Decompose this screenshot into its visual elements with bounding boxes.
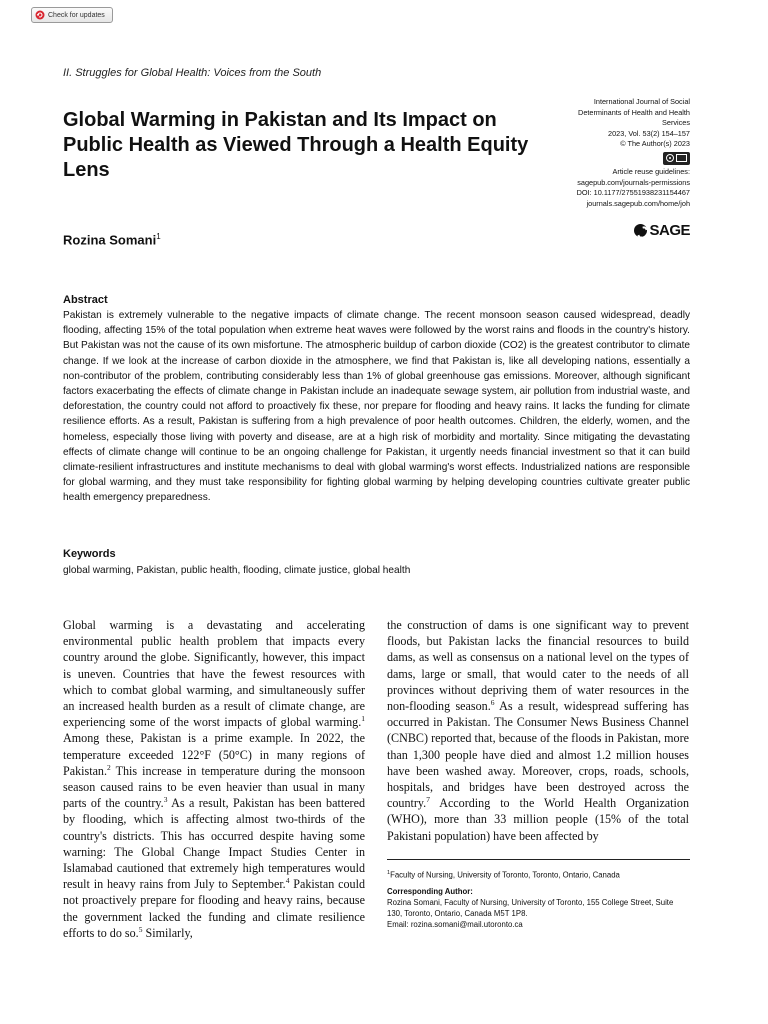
body-text: the construction of dams is one significant way to prevent floods, but Pakistan lacks the financial resources to build dams, as well as consensus on a national level on the types of dams, large or small, that would cater to the needs of all provinces without depriving them of water resources in the non-flooding season. (387, 618, 689, 714)
author-name: Rozina Somani (63, 232, 157, 248)
sage-logo (634, 222, 690, 239)
body-text: Similarly, (142, 925, 193, 940)
copyright: © The Author(s) 2023 (620, 139, 690, 149)
body-text: Among these, Pakistan is a prime example. In 2022, the temperature exceeded 122°F (50°C) in many regions of Pakistan. (63, 731, 365, 778)
citation-mark[interactable]: 1 (361, 714, 365, 724)
check-for-updates-label: Check for updates (48, 11, 105, 19)
refresh-icon (35, 10, 45, 20)
volume-info: 2023, Vol. 53(2) 154–157 (608, 128, 690, 138)
reuse-guidelines: Article reuse guidelines: (612, 166, 690, 176)
creative-commons-icon (663, 152, 690, 165)
author (63, 232, 161, 247)
body-text: Global warming is a devastating and accelerating environmental public health problem that impacts every country around the globe. Significantly, however, this impact is uneven. Countries that have the fewest resources with which to combat global warming, and simultaneously suffer an increased health burden as a result of climate change, are experiencing some of the worst impacts of global warming. (63, 618, 365, 730)
keywords-text: global warming, Pakistan, public health, flooding, climate justice, global health (63, 565, 411, 576)
sage-logo-icon (634, 224, 647, 237)
check-for-updates-button[interactable] (31, 7, 113, 23)
citation-mark[interactable]: 4 (285, 876, 290, 886)
body-text: As a result, Pakistan has been battered by flooding, which is affecting almost two-thirds of the country's districts. This has occurred despite having some warning: The Global Change Impact Studies Center in Islamabad cautioned that extremely high temperatures would result in heavy rains from July to September. (63, 796, 366, 892)
doi[interactable]: DOI: 10.1177/27551938231154467 (576, 188, 690, 198)
abstract-text: Pakistan is extremely vulnerable to the negative impacts of climate change. The recent monsoon season caused widespread, deadly flooding, affecting 15% of the total population when extreme heat waves were followed by the worst rains and floods in the country's history. But Pakistan was not the cause of its own misfortune. The atmospheric buildup of carbon dioxide (CO2) is the greatest contributor to climate change. If we look at the increase of carbon dioxide in the atmosphere, we find that Pakistan is, like all developing nations, essentially a non-contributor of the problem, contributing considerably less than 1% of global greenhouse gas emissions. Moreover, although significant factors exacerbating the effects of climate change in Pakistan include an inadequate sewage system, air pollution from industrial waste, and deforestation, the country could not afford to proactively fix these, nor prepare for flooding and heavy rains. It lacks the funding for climate resilience efforts. As a result, Pakistan is suffering from a high prevalence of poor health outcomes. Children, the elderly, women, and the homeless, especially those living with poverty and disease, are at a high risk of morbidity and mortality. Since mitigating the devastating effects of climate change will continue to be an ongoing challenge for Pakistan, it urgently needs financial investment so that it can build climate-resilient infrastructures and institute mechanisms to deal with global warming's worst effects. Industrialized nations are responsible for global warming, and they must take responsibility for fighting global warming by helping developing countries cultivate greater public health emergency preparedness. (63, 310, 690, 504)
body-text: According to the World Health Organization (WHO), more than 33 million people (15% of the total Pakistani population) have been affected by (387, 796, 689, 843)
section-label: II. Struggles for Global Health: Voices from the South (63, 67, 322, 79)
author-affiliation-mark: 1 (156, 232, 161, 241)
citation-mark[interactable]: 5 (138, 924, 143, 934)
body-column-right (387, 617, 689, 844)
journal-link[interactable]: journals.sagepub.com/home/joh (586, 198, 690, 208)
affiliation-text: Faculty of Nursing, University of Toronto, Toronto, Ontario, Canada (390, 870, 620, 880)
footnotes (387, 868, 690, 931)
journal-name: International Journal of Social (593, 97, 690, 106)
citation-mark[interactable]: 3 (163, 795, 168, 805)
body-text: This increase in temperature during the monsoon season caused rains to be even heavier than usual in many parts of the country. (63, 763, 365, 811)
abstract-heading: Abstract (63, 294, 108, 306)
email-link[interactable]: Email: rozina.somani@mail.utoronto.ca (387, 920, 523, 930)
permissions-link[interactable]: sagepub.com/journals-permissions (577, 177, 690, 187)
body-text: As a result, widespread suffering has occurred in Pakistan. The Consumer News Business Channel (CNBC) reported that, because of the floods in Pakistan, more than 1,300 people have died and almost 1.2 million houses have been washed away. Moreover, crops, roads, schools, hospitals, and bridges have been destroyed across the country. (387, 699, 689, 811)
affiliation-footnote (387, 868, 690, 881)
citation-mark[interactable]: 7 (426, 795, 430, 805)
journal-meta (520, 97, 690, 209)
footnote-divider (387, 859, 690, 860)
citation-mark[interactable]: 6 (490, 697, 495, 707)
affiliation-mark: 1 (387, 870, 391, 876)
sage-logo-text: SAGE (649, 222, 690, 239)
body-text: Pakistan could not proactively prepare for flooding and heavy rains, because the government lacked the funding and climate resilience efforts to do so. (63, 877, 365, 940)
corresponding-author-text: Rozina Somani, Faculty of Nursing, University of Toronto, 155 College Street, Suite 130, Toronto, Ontario, Canada M5T 1P8. (387, 898, 674, 919)
article-title: Global Warming in Pakistan and Its Impact on Public Health as Viewed Through a Health Equity Lens (63, 109, 529, 181)
citation-mark[interactable]: 2 (107, 762, 111, 772)
body-column-left (63, 617, 365, 941)
journal-name: Determinants of Health and Health (578, 107, 690, 117)
corresponding-author-heading: Corresponding Author: (387, 886, 473, 896)
journal-name: Services (662, 118, 690, 128)
keywords-heading: Keywords (63, 548, 116, 560)
